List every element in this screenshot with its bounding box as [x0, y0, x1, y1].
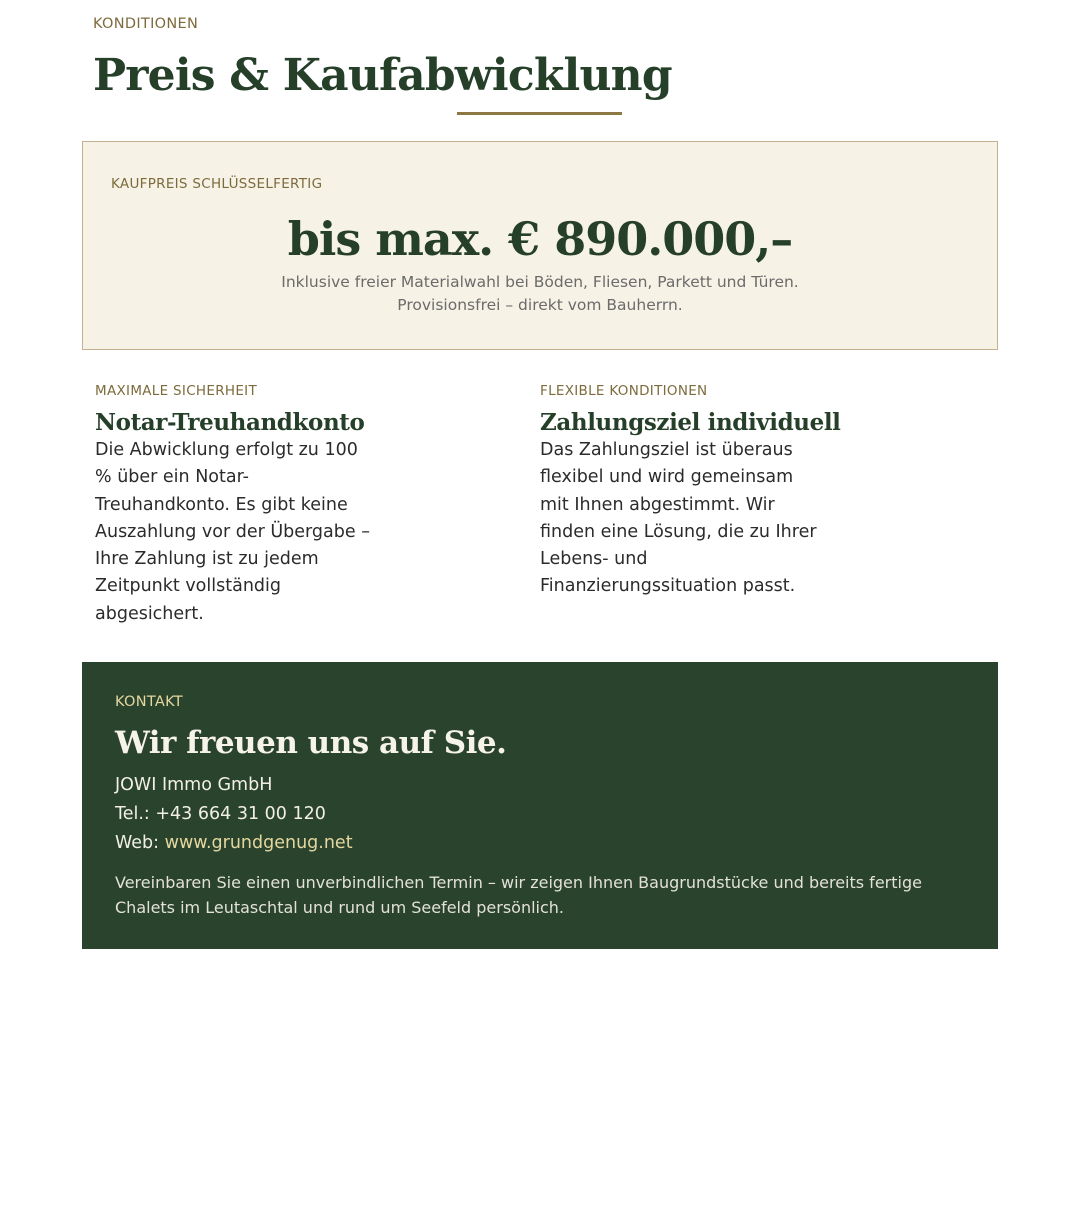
feature-body: Das Zahlungsziel ist überaus flexibel und wird gemeinsam mit Ihnen abgestimmt. Wir finden eine Lösung, die zu Ihrer Lebens- und Finanzierungssituation passt.	[540, 440, 817, 597]
feature-eyebrow: FLEXIBLE KONDITIONEN	[540, 383, 708, 399]
title-underline	[457, 112, 622, 115]
feature-body: Die Abwicklung erfolgt zu 100 % über ein Notar-Treuhandkonto. Es gibt keine Auszahlung vor der Übergabe – Ihre Zahlung ist zu jedem Zeitpunkt vollständig abgesichert.	[95, 440, 370, 624]
contact-phone: Tel.: +43 664 31 00 120	[115, 804, 326, 824]
contact-title: Wir freuen uns auf Sie.	[115, 725, 507, 761]
price-note-materials: Inklusive freier Materialwahl bei Böden, Fliesen, Parkett und Türen.	[281, 273, 799, 291]
feature-security	[95, 382, 385, 628]
price-box	[82, 141, 998, 350]
contact-web	[115, 831, 353, 855]
contact-company: JOWI Immo GmbH	[115, 775, 273, 795]
price-eyebrow: KAUFPREIS SCHLÜSSELFERTIG	[111, 176, 323, 192]
feature-flexible-terms	[540, 382, 841, 601]
contact-eyebrow: KONTAKT	[115, 694, 183, 710]
price-note-commission: Provisionsfrei – direkt vom Bauherrn.	[397, 296, 683, 314]
section-eyebrow: KONDITIONEN	[93, 16, 199, 32]
feature-title: Zahlungsziel individuell	[540, 409, 841, 436]
contact-invitation-text: Vereinbaren Sie einen unverbindlichen Termin – wir zeigen Ihnen Baugrundstücke und bereits fertige Chalets im Leutaschtal und rund um Seefeld persönlich.	[115, 873, 922, 917]
page-title: Preis & Kaufabwicklung	[93, 50, 672, 101]
website-link[interactable]: www.grundgenug.net	[164, 833, 353, 853]
feature-title: Notar-Treuhandkonto	[95, 409, 365, 436]
price-value: bis max. € 890.000,–	[287, 212, 793, 266]
contact-panel	[82, 662, 998, 949]
contact-web-label: Web:	[115, 833, 165, 853]
feature-eyebrow: MAXIMALE SICHERHEIT	[95, 383, 257, 399]
